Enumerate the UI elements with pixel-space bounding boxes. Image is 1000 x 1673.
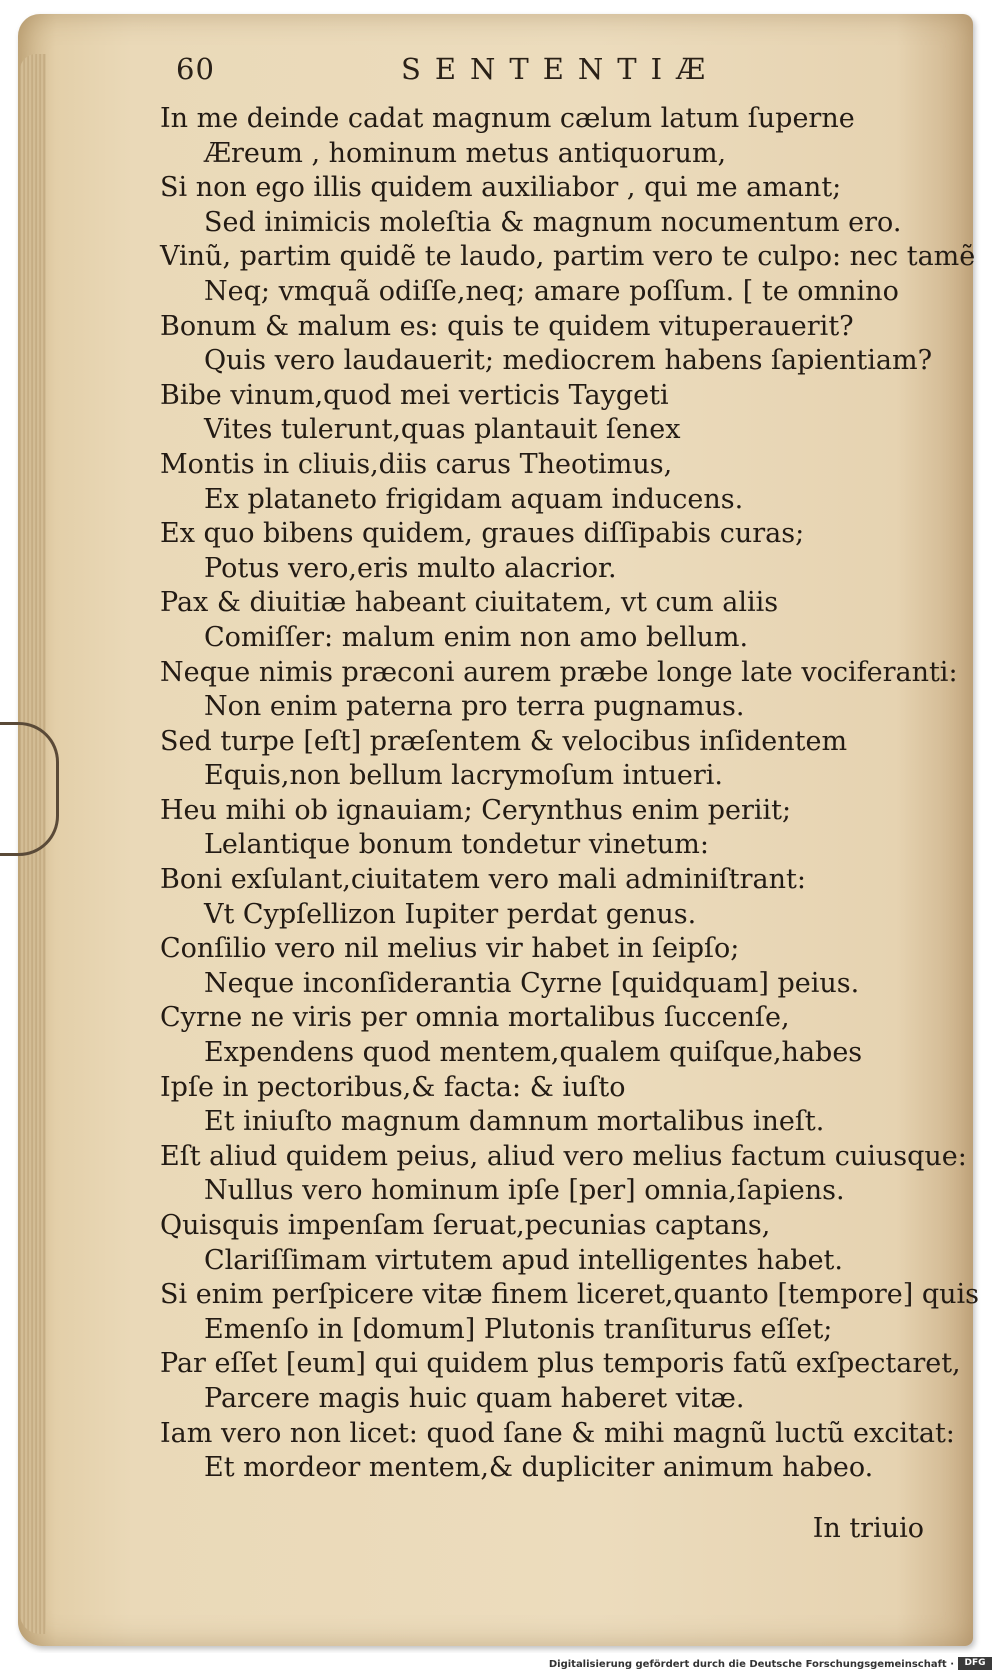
verse-line: Expendens quod mentem,qualem quiſque,habes [204, 1037, 863, 1069]
verse-line: Lelantique bonum tondetur vinetum: [204, 829, 709, 861]
verse-line: Ex plataneto frigidam aquam inducens. [204, 483, 744, 515]
verse-line: Vites tulerunt,quas plantauit ſenex [204, 414, 681, 446]
verse-line: Non enim paterna pro terra pugnamus. [204, 691, 745, 723]
verse-line: Par eſſet [eum] qui quidem plus temporis fatũ exſpectaret, [160, 1348, 961, 1380]
verse-line: Pax & diuitiæ habeant ciuitatem, vt cum aliis [160, 587, 779, 619]
verse-text-block [160, 102, 980, 1486]
verse-line: Eſt aliud quidem peius, aliud vero melius factum cuiusque: [160, 1140, 967, 1172]
verse-line: Ipſe in pectoribus,& facta: & iuſto [160, 1071, 626, 1103]
verse-line: Sed inimicis moleſtia & magnum nocumentum ero. [204, 206, 902, 238]
page-number: 60 [176, 52, 215, 86]
verse-line: Si non ego illis quidem auxiliabor , qui me amant; [160, 172, 842, 204]
verse-line: Iam vero non licet: quod ſane & mihi magnũ luctũ excitat: [160, 1417, 955, 1449]
verse-line: Boni exſulant,ciuitatem vero mali adminiſtrant: [160, 864, 806, 896]
verse-line: Vt Cypſellizon Iupiter perdat genus. [204, 898, 697, 930]
verse-line: Conſilio vero nil melius vir habet in ſeipſo; [160, 933, 740, 965]
verse-line: Ex quo bibens quidem, graues diſſipabis curas; [160, 518, 805, 550]
verse-line: Bonum & malum es: quis te quidem vituperauerit? [160, 310, 854, 342]
verse-line: Si enim perſpicere vitæ finem liceret,quanto [tempore] quis [160, 1279, 980, 1311]
verse-line: Et iniuſto magnum damnum mortalibus ineſt. [204, 1106, 825, 1138]
verse-line: Comiſſer: malum enim non amo bellum. [204, 621, 749, 653]
verse-line: Cyrne ne viris per omnia mortalibus ſuccenſe, [160, 1002, 790, 1034]
verse-line: Quisquis impenſam ſeruat,pecunias captans, [160, 1210, 771, 1241]
dfg-logo: DFG [958, 1657, 992, 1670]
verse-line: Neque nimis præconi aurem præbe longe late vociferanti: [160, 656, 958, 688]
catchword: In triuio [812, 1513, 924, 1544]
verse-line: Heu mihi ob ignauiam; Cerynthus enim periit; [160, 794, 792, 826]
verse-line: In me deinde cadat magnum cælum latum ſuperne [160, 103, 855, 134]
verse-line: Emenſo in [domum] Plutonis tranſiturus eſſet; [204, 1313, 833, 1345]
verse-line: Parcere magis huic quam haberet vitæ. [204, 1382, 745, 1414]
verse-line: Montis in cliuis,diis carus Theotimus, [160, 448, 673, 480]
verse-line: Equis,non bellum lacrymoſum intueri. [204, 760, 723, 792]
verse-line: Neque inconſiderantia Cyrne [quidquam] peius. [204, 967, 860, 999]
funding-credit: Digitalisierung gefördert durch die Deutsche Forschungsgemeinschaft · [548, 1659, 954, 1670]
running-title: SENTENTIÆ [401, 52, 720, 86]
verse-line: Neq; vmquã odiſſe,neq; amare poſſum. [ te omnino [204, 275, 899, 307]
verse-line: Potus vero,eris multo alacrior. [204, 552, 617, 584]
verse-line: Nullus vero hominum ipſe [per] omnia,ſapiens. [204, 1175, 845, 1207]
page-header [176, 52, 960, 92]
verse-line: Bibe vinum,quod mei verticis Taygeti [160, 379, 669, 411]
page-clip [0, 722, 59, 856]
verse-line: Quis vero laudauerit; mediocrem habens ſapientiam? [204, 345, 933, 377]
verse-line: Vinũ, partim quidẽ te laudo, partim vero te culpo: nec tamẽ [160, 241, 976, 273]
verse-line: Et mordeor mentem,& dupliciter animum habeo. [204, 1452, 874, 1484]
verse-line: Clariſſimam virtutem apud intelligentes habet. [204, 1244, 843, 1276]
digitization-footer [0, 1653, 1000, 1673]
verse-line: Æreum , hominum metus antiquorum, [204, 137, 727, 169]
verse-line: Sed turpe [eſt] præſentem & velocibus inſidentem [160, 725, 848, 757]
